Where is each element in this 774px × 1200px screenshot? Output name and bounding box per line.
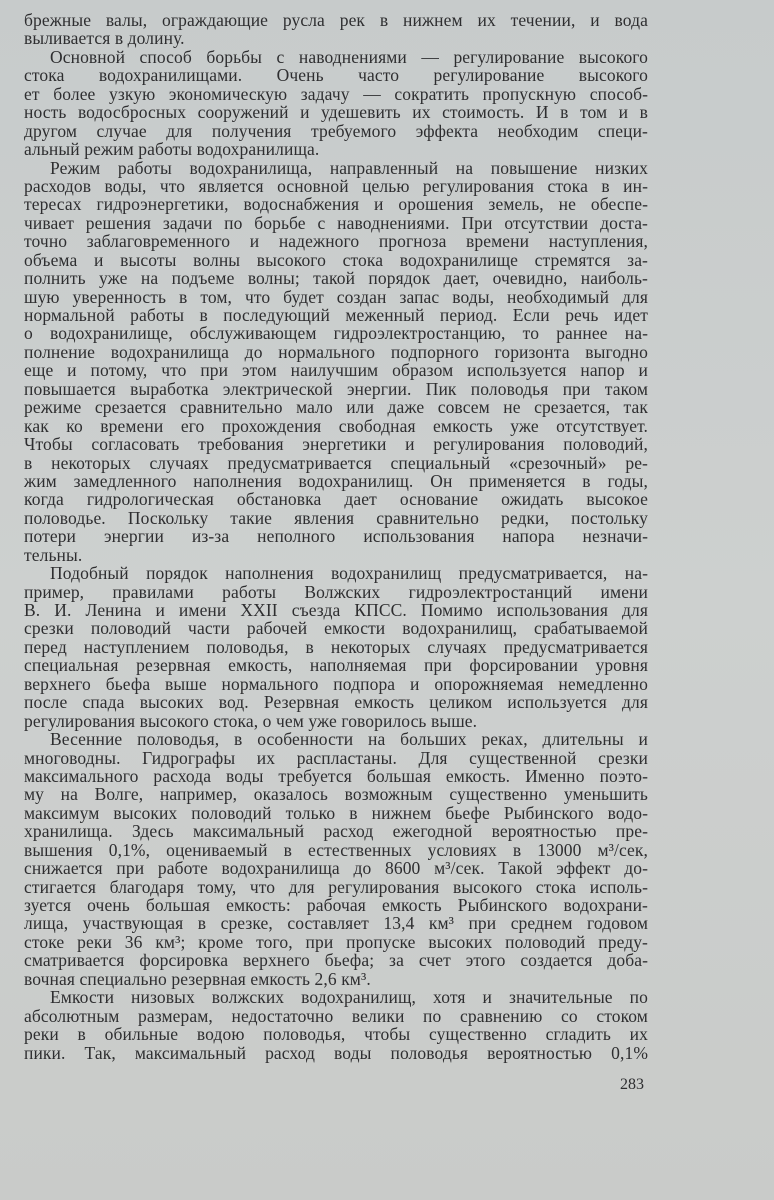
text-line: снижается при работе водохранилища до 8600 м³/сек. Такой эффект до- [24,858,648,879]
text-line: зуется очень большая емкость: рабочая емкость Рыбинского водохрани- [24,895,648,915]
text-line: стигается благодаря тому, что для регулирования высокого стока исполь- [24,876,648,897]
text-line: другом случае для получения требуемого эффекта необходим специ- [24,120,648,141]
text-line: верхнего бьефа выше нормального подпора и опорожняемая немедленно [24,673,648,694]
text-line: пики. Так, максимальный расход воды половодья вероятностью 0,1% [24,1042,648,1063]
text-line: му на Волге, например, оказалось возможным существенно уменьшить [24,784,648,805]
text-line: Весенние половодья, в особенности на больших реках, длительны и [50,729,648,750]
text-line: реки в обильные водою половодья, чтобы существенно сгладить их [24,1024,648,1045]
text-line: вышения 0,1%, оцениваемый в естественных условиях в 13000 м³/сек, [24,839,648,860]
text-line: многоводны. Гидрографы их распластаны. Для существенной срезки [24,747,648,768]
text-line: жим замедленного наполнения водохранилищ. Он применяется в годы, [24,470,648,491]
text-line: в некоторых случаях предусматривается специальный «срезочный» ре- [24,452,648,473]
text-line: как ко времени его прохождения свободная емкость уже отсутствует. [24,415,648,436]
text-line: стока водохранилищами. Очень часто регулирование высокого [24,65,648,86]
text-line: абсолютным размерам, недостаточно велики по сравнению со стоком [24,1005,648,1026]
text-line: стоке реки 36 км³; кроме того, при пропуске высоких половодий преду- [24,931,648,952]
text-line: ет более узкую экономическую задачу — сократить пропускную способ- [24,83,648,104]
text-line: Основной способ борьбы с наводнениями — регулирование высокого [50,46,648,67]
text-line: максимум высоких половодий только в нижнем бьефе Рыбинского водо- [24,802,648,823]
text-line: альный режим работы водохранилища. [24,139,320,160]
text-line: тересах гидроэнергетики, водоснабжения и орошения земель, не обеспе- [24,194,648,215]
text-line: после спада высоких вод. Резервная емкость целиком используется для [24,692,648,713]
text-line: максимального расхода воды требуется большая емкость. Именно поэто- [24,765,648,786]
text-line: тельны. [24,544,83,565]
text-line: Режим работы водохранилища, направленный на повышение низких [50,157,648,178]
text-line: брежные валы, ограждающие русла рек в нижнем их течении, и вода [24,10,648,30]
text-line: расходов воды, что является основной целью регулирования стока в ин- [24,175,648,196]
text-line: нормальной работы в последующий меженный период. Если речь идет [24,305,648,325]
text-line: регулирования высокого стока, о чем уже говорилось выше. [24,710,478,731]
text-line: срезки половодий части рабочей емкости водохранилищ, срабатываемой [24,618,648,639]
text-line: ность водосбросных сооружений и удешевить их стоимость. И в том и в [24,102,648,123]
text-line: потери энергии из-за неполного использования напора незначи- [24,526,648,547]
text-line: Чтобы согласовать требования энергетики и регулирования половодий, [24,434,648,455]
text-line: лища, участвующая в срезке, составляет 13,4 км³ при среднем годовом [24,913,648,934]
text-line: когда гидрологическая обстановка дает основание ожидать высокое [24,489,648,510]
text-line: пример, правилами работы Волжских гидроэлектростанций имени [24,581,648,602]
text-line: вочная специально резервная емкость 2,6 км³. [24,968,371,989]
text-line: В. И. Ленина и имени XXII съезда КПСС. Помимо использования для [24,600,648,620]
text-line: Емкости низовых волжских водохранилищ, хотя и значительные по [50,987,648,1008]
text-line: выливается в долину. [24,28,185,49]
text-line: полнить уже на подъеме волны; такой порядок дает, очевидно, наиболь- [24,268,648,289]
text-line: точно заблаговременного и надежного прогноза времени наступления, [24,231,648,252]
text-line: хранилища. Здесь максимальный расход ежегодной вероятностью пре- [24,821,648,842]
text-line: шую уверенность в том, что будет создан запас воды, необходимый для [24,286,648,307]
text-line: еще и потому, что при этом наилучшим образом используется напор и [24,360,648,381]
text-line: объема и высоты волны высокого стока водохранилище стремятся за- [24,249,648,270]
text-line: Подобный порядок наполнения водохранилищ предусматривается, на- [50,563,648,584]
text-line: чивает решения задачи по борьбе с наводнениями. При отсутствии доста- [24,212,648,233]
text-line: режиме срезается сравнительно мало или даже совсем не срезается, так [24,397,648,418]
text-line: о водохранилище, обслуживающем гидроэлектростанцию, то раннее на- [24,323,648,344]
page-number: 283 [620,1076,644,1093]
text-line: полнение водохранилища до нормального подпорного горизонта выгодно [24,341,648,362]
text-line: повышается выработка электрической энергии. Пик половодья при таком [24,378,648,399]
text-line: специальная резервная емкость, наполняемая при форсировании уровня [24,655,648,676]
text-line: перед наступлением половодья, в некоторых случаях предусматривается [24,636,648,657]
text-line: половодье. Поскольку такие явления сравнительно редки, постольку [24,507,648,528]
text-line: сматривается форсировка верхнего бьефа; за счет этого создается доба- [24,950,648,971]
body-text [24,11,648,1062]
